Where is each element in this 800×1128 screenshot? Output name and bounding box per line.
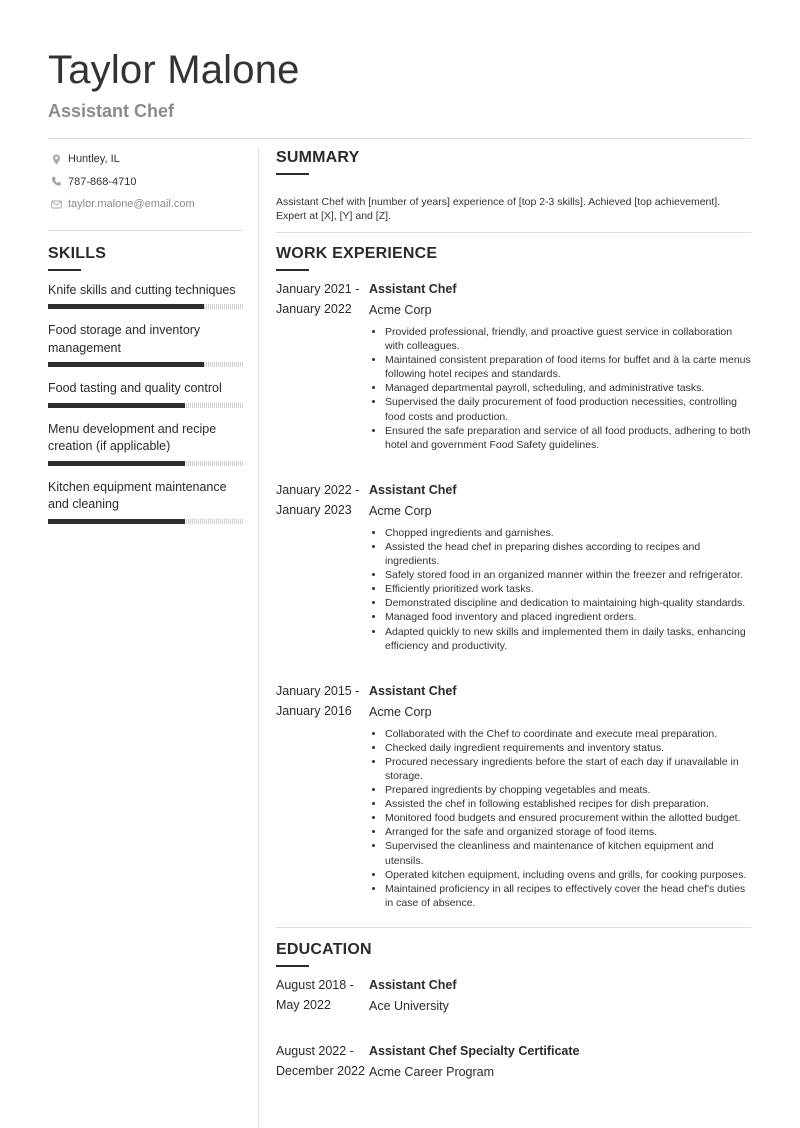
education-heading-underline	[276, 965, 309, 967]
location-pin-icon	[50, 153, 62, 165]
experience-job-title: Assistant Chef	[369, 282, 457, 296]
education-institution: Acme Career Program	[369, 1064, 495, 1079]
experience-list	[276, 279, 751, 910]
skill-item	[48, 479, 243, 524]
experience-entry	[276, 681, 751, 910]
experience-heading: WORK EXPERIENCE	[276, 245, 438, 262]
experience-bullet: • Adapted quickly to new skills and implemented them in daily tasks, enhancing efficiency and productivity.	[385, 625, 751, 653]
education-dates	[276, 1041, 369, 1083]
experience-dates	[276, 279, 369, 452]
contact-location-text: Huntley, IL	[68, 153, 120, 166]
education-date-end: May 2022	[276, 997, 331, 1012]
experience-info	[369, 279, 751, 452]
experience-company: Acme Corp	[369, 503, 432, 518]
experience-job-title: Assistant Chef	[369, 482, 457, 497]
education-info	[369, 975, 751, 1017]
education-date-start: August 2022 -	[276, 1043, 354, 1058]
education-title: Assistant Chef	[369, 977, 457, 992]
experience-bullet: • Supervised the daily procurement of food production necessities, controlling food costs and production.	[385, 395, 751, 423]
header-divider	[48, 138, 751, 139]
experience-company: Acme Corp	[369, 704, 432, 719]
skill-level-bar	[48, 304, 243, 309]
education-date-start: August 2018 -	[276, 977, 354, 992]
experience-bullet-list	[369, 526, 751, 653]
experience-bullet: • Assisted the chef in following established recipes for dish preparation.	[385, 797, 751, 811]
experience-bullet: • Managed departmental payroll, scheduling, and administrative tasks.	[385, 381, 751, 395]
experience-section	[276, 244, 751, 910]
skill-level-fill	[48, 304, 204, 309]
skill-level-fill	[48, 403, 185, 408]
skill-name: Food tasting and quality control	[48, 381, 222, 395]
experience-info	[369, 480, 751, 653]
education-institution: Ace University	[369, 998, 449, 1013]
summary-heading: SUMMARY	[276, 149, 360, 166]
experience-bullet-list	[369, 727, 751, 910]
skills-list	[48, 282, 243, 524]
experience-heading-underline	[276, 269, 309, 271]
contact-email[interactable]	[48, 193, 243, 216]
education-heading: EDUCATION	[276, 940, 372, 958]
contact-phone	[48, 171, 243, 194]
experience-divider	[276, 927, 751, 928]
experience-bullet: • Collaborated with the Chef to coordinate and execute meal preparation.	[385, 727, 751, 741]
experience-entry	[276, 279, 751, 452]
education-title: Assistant Chef Specialty Certificate	[369, 1043, 580, 1058]
education-section	[276, 940, 751, 1083]
experience-date-start: January 2022 -	[276, 482, 360, 497]
skill-name: Food storage and inventory management	[48, 323, 201, 355]
experience-date-start: January 2021 -	[276, 282, 360, 296]
experience-bullet: • Demonstrated discipline and dedication to maintaining high-quality standards.	[385, 596, 751, 610]
main-content	[276, 148, 751, 1083]
skill-name: Knife skills and cutting techniques	[48, 282, 236, 297]
skill-item	[48, 282, 243, 310]
experience-bullet: • Maintained consistent preparation of food items for buffet and à la carte menus following hotel recipes and standards.	[385, 353, 751, 381]
skill-level-fill	[48, 461, 185, 466]
contact-email-text[interactable]: taylor.malone@email.com	[68, 198, 195, 211]
skill-item	[48, 322, 243, 367]
skill-item	[48, 380, 243, 408]
summary-divider	[276, 232, 751, 233]
experience-bullet: • Monitored food budgets and ensured procurement within the allotted budget.	[385, 811, 751, 825]
skill-level-bar	[48, 461, 243, 466]
education-date-end: December 2022	[276, 1063, 365, 1078]
education-info	[369, 1041, 751, 1083]
experience-bullet: • Safely stored food in an organized manner within the freezer and refrigerator.	[385, 568, 751, 582]
experience-bullet: • Checked daily ingredient requirements and inventory status.	[385, 741, 751, 755]
sidebar-divider	[48, 230, 243, 231]
experience-bullet: • Chopped ingredients and garnishes.	[385, 526, 751, 540]
experience-date-end: January 2022	[276, 302, 352, 316]
skill-item	[48, 421, 243, 466]
skills-heading: SKILLS	[48, 244, 107, 262]
experience-bullet: • Supervised the cleanliness and maintenance of kitchen equipment and utensils.	[385, 839, 751, 867]
experience-bullet: • Ensured the safe preparation and service of all food products, adhering to both hotel and government Food Safety guidelines.	[385, 424, 751, 452]
experience-company: Acme Corp	[369, 303, 432, 317]
skill-level-bar	[48, 519, 243, 524]
contact-list	[48, 148, 243, 216]
skill-level-bar	[48, 362, 243, 367]
summary-text: Assistant Chef with [number of years] experience of [top 2-3 skills]. Achieved [top achievement]. Expert at [X], [Y] and [Z].	[276, 196, 721, 222]
skills-heading-underline	[48, 269, 81, 271]
experience-bullet: • Operated kitchen equipment, including ovens and grills, for cooking purposes.	[385, 868, 751, 882]
candidate-role: Assistant Chef	[48, 101, 175, 121]
education-dates	[276, 975, 369, 1017]
education-entry	[276, 975, 751, 1017]
summary-section	[276, 148, 751, 223]
experience-bullet: • Assisted the head chef in preparing dishes according to recipes and ingredients.	[385, 540, 751, 568]
experience-entry	[276, 480, 751, 653]
experience-bullet: • Maintained proficiency in all recipes to effectively cover the head chef's duties in case of absence.	[385, 882, 751, 910]
experience-bullet: • Provided professional, friendly, and proactive guest service in collaboration with colleagues.	[385, 325, 751, 353]
experience-dates	[276, 681, 369, 910]
experience-date-end: January 2023	[276, 502, 352, 517]
contact-phone-text: 787-868-4710	[68, 175, 137, 188]
experience-bullet: • Efficiently prioritized work tasks.	[385, 582, 751, 596]
skill-level-fill	[48, 362, 204, 367]
experience-bullet: • Arranged for the safe and organized storage of food items.	[385, 825, 751, 839]
education-list	[276, 975, 751, 1083]
skill-name: Menu development and recipe creation (if applicable)	[48, 421, 217, 453]
experience-dates	[276, 480, 369, 653]
experience-date-start: January 2015 -	[276, 683, 360, 698]
experience-job-title: Assistant Chef	[369, 683, 457, 698]
summary-heading-underline	[276, 173, 309, 175]
experience-bullet: • Procured necessary ingredients before the start of each day if unavailable in storage.	[385, 755, 751, 783]
phone-icon	[50, 176, 62, 188]
experience-info	[369, 681, 751, 910]
skill-level-bar	[48, 403, 243, 408]
email-icon	[50, 198, 62, 210]
column-divider	[258, 148, 259, 1128]
contact-location	[48, 148, 243, 171]
experience-bullet: • Managed food inventory and placed ingredient orders.	[385, 610, 751, 624]
experience-date-end: January 2016	[276, 703, 352, 718]
skill-name: Kitchen equipment maintenance and cleaning	[48, 479, 227, 511]
skill-level-fill	[48, 519, 185, 524]
candidate-name: Taylor Malone	[48, 48, 300, 92]
sidebar	[48, 148, 243, 524]
education-entry	[276, 1041, 751, 1083]
experience-bullet-list	[369, 325, 751, 452]
experience-bullet: • Prepared ingredients by chopping vegetables and meats.	[385, 783, 751, 797]
